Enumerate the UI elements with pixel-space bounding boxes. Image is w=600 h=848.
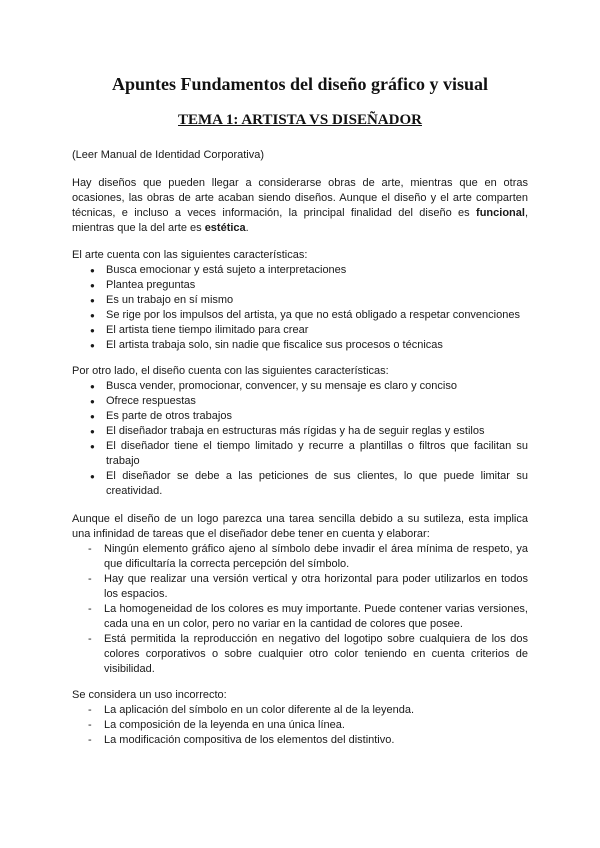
intro-text-start: Hay diseños que pueden llegar a considerarse obras de arte, mientras que en otras ocasiones, las obras de arte acaban siendo diseños. Aunque el diseño y el arte comparten técnicas, e incluso a veces información, la principal finalidad del diseño es [72, 177, 528, 219]
page-title: Apuntes Fundamentos del diseño gráfico y visual [111, 74, 489, 94]
list-item: ● Se rige por los impulsos del artista, ya que no está obligado a respetar convenciones [86, 308, 528, 323]
logo-heading: Aunque el diseño de un logo parezca una tarea sencilla debido a su sutileza, esta implica una infinidad de tareas que el diseñador debe tener en cuenta y elaborar: [72, 513, 528, 540]
logo-list [84, 542, 528, 677]
list-item: ● Busca vender, promocionar, convencer, y su mensaje es claro y conciso [86, 379, 528, 394]
incorrect-list [84, 703, 528, 748]
incorrect-section [72, 688, 528, 748]
design-section [72, 364, 528, 499]
list-item: - La aplicación del símbolo en un color diferente al de la leyenda. [84, 703, 528, 718]
intro-text-end: . [245, 222, 249, 234]
logo-section [72, 512, 528, 677]
note-paragraph [72, 148, 528, 163]
list-item: ● Plantea preguntas [86, 278, 528, 293]
intro-bold-funcional: funcional [476, 207, 525, 219]
section-title: TEMA 1: ARTISTA VS DISEÑADOR [178, 112, 422, 128]
list-item: - La modificación compositiva de los elementos del distintivo. [84, 733, 528, 748]
art-heading: El arte cuenta con las siguientes características: [72, 249, 308, 261]
list-item: - Ningún elemento gráfico ajeno al símbolo debe invadir el área mínima de respeto, ya que dificultaría la correcta percepción del símbolo. [84, 542, 528, 572]
list-item: ● El artista trabaja solo, sin nadie que fiscalice sus procesos o técnicas [86, 338, 528, 353]
list-item: ● El diseñador tiene el tiempo limitado y recurre a plantillas o filtros que facilitan su trabajo [86, 439, 528, 469]
intro-text [72, 176, 528, 236]
art-section [72, 248, 528, 353]
list-item: ● El diseñador trabaja en estructuras más rígidas y ha de seguir reglas y estilos [86, 424, 528, 439]
list-item: - Está permitida la reproducción en negativo del logotipo sobre cualquiera de los dos colores corporativos o sobre cualquier otro color teniendo en cuenta criterios de visibilidad. [84, 632, 528, 677]
intro-paragraph [72, 176, 528, 236]
list-item: ● Ofrece respuestas [86, 394, 528, 409]
note-text: (Leer Manual de Identidad Corporativa) [72, 149, 265, 161]
list-item: ● El diseñador se debe a las peticiones de sus clientes, lo que puede limitar su creatividad. [86, 469, 528, 499]
list-item: ● Es un trabajo en sí mismo [86, 293, 528, 308]
design-list [86, 379, 528, 499]
list-item: ● Es parte de otros trabajos [86, 409, 528, 424]
list-item: - La homogeneidad de los colores es muy importante. Puede contener varias versiones, cada una en un color, pero no variar en la cantidad de colores que posee. [84, 602, 528, 632]
intro-bold-estetica: estética [204, 222, 246, 234]
list-item: - La composición de la leyenda en una única línea. [84, 718, 528, 733]
list-item: - Hay que realizar una versión vertical y otra horizontal para poder utilizarlos en todos los espacios. [84, 572, 528, 602]
art-list [86, 263, 528, 353]
incorrect-heading: Se considera un uso incorrecto: [72, 689, 227, 701]
intro-text-mid: , mientras que la del arte es [72, 207, 528, 234]
list-item: ● El artista tiene tiempo ilimitado para crear [86, 323, 528, 338]
design-heading: Por otro lado, el diseño cuenta con las siguientes características: [72, 365, 389, 377]
list-item: ● Busca emocionar y está sujeto a interpretaciones [86, 263, 528, 278]
